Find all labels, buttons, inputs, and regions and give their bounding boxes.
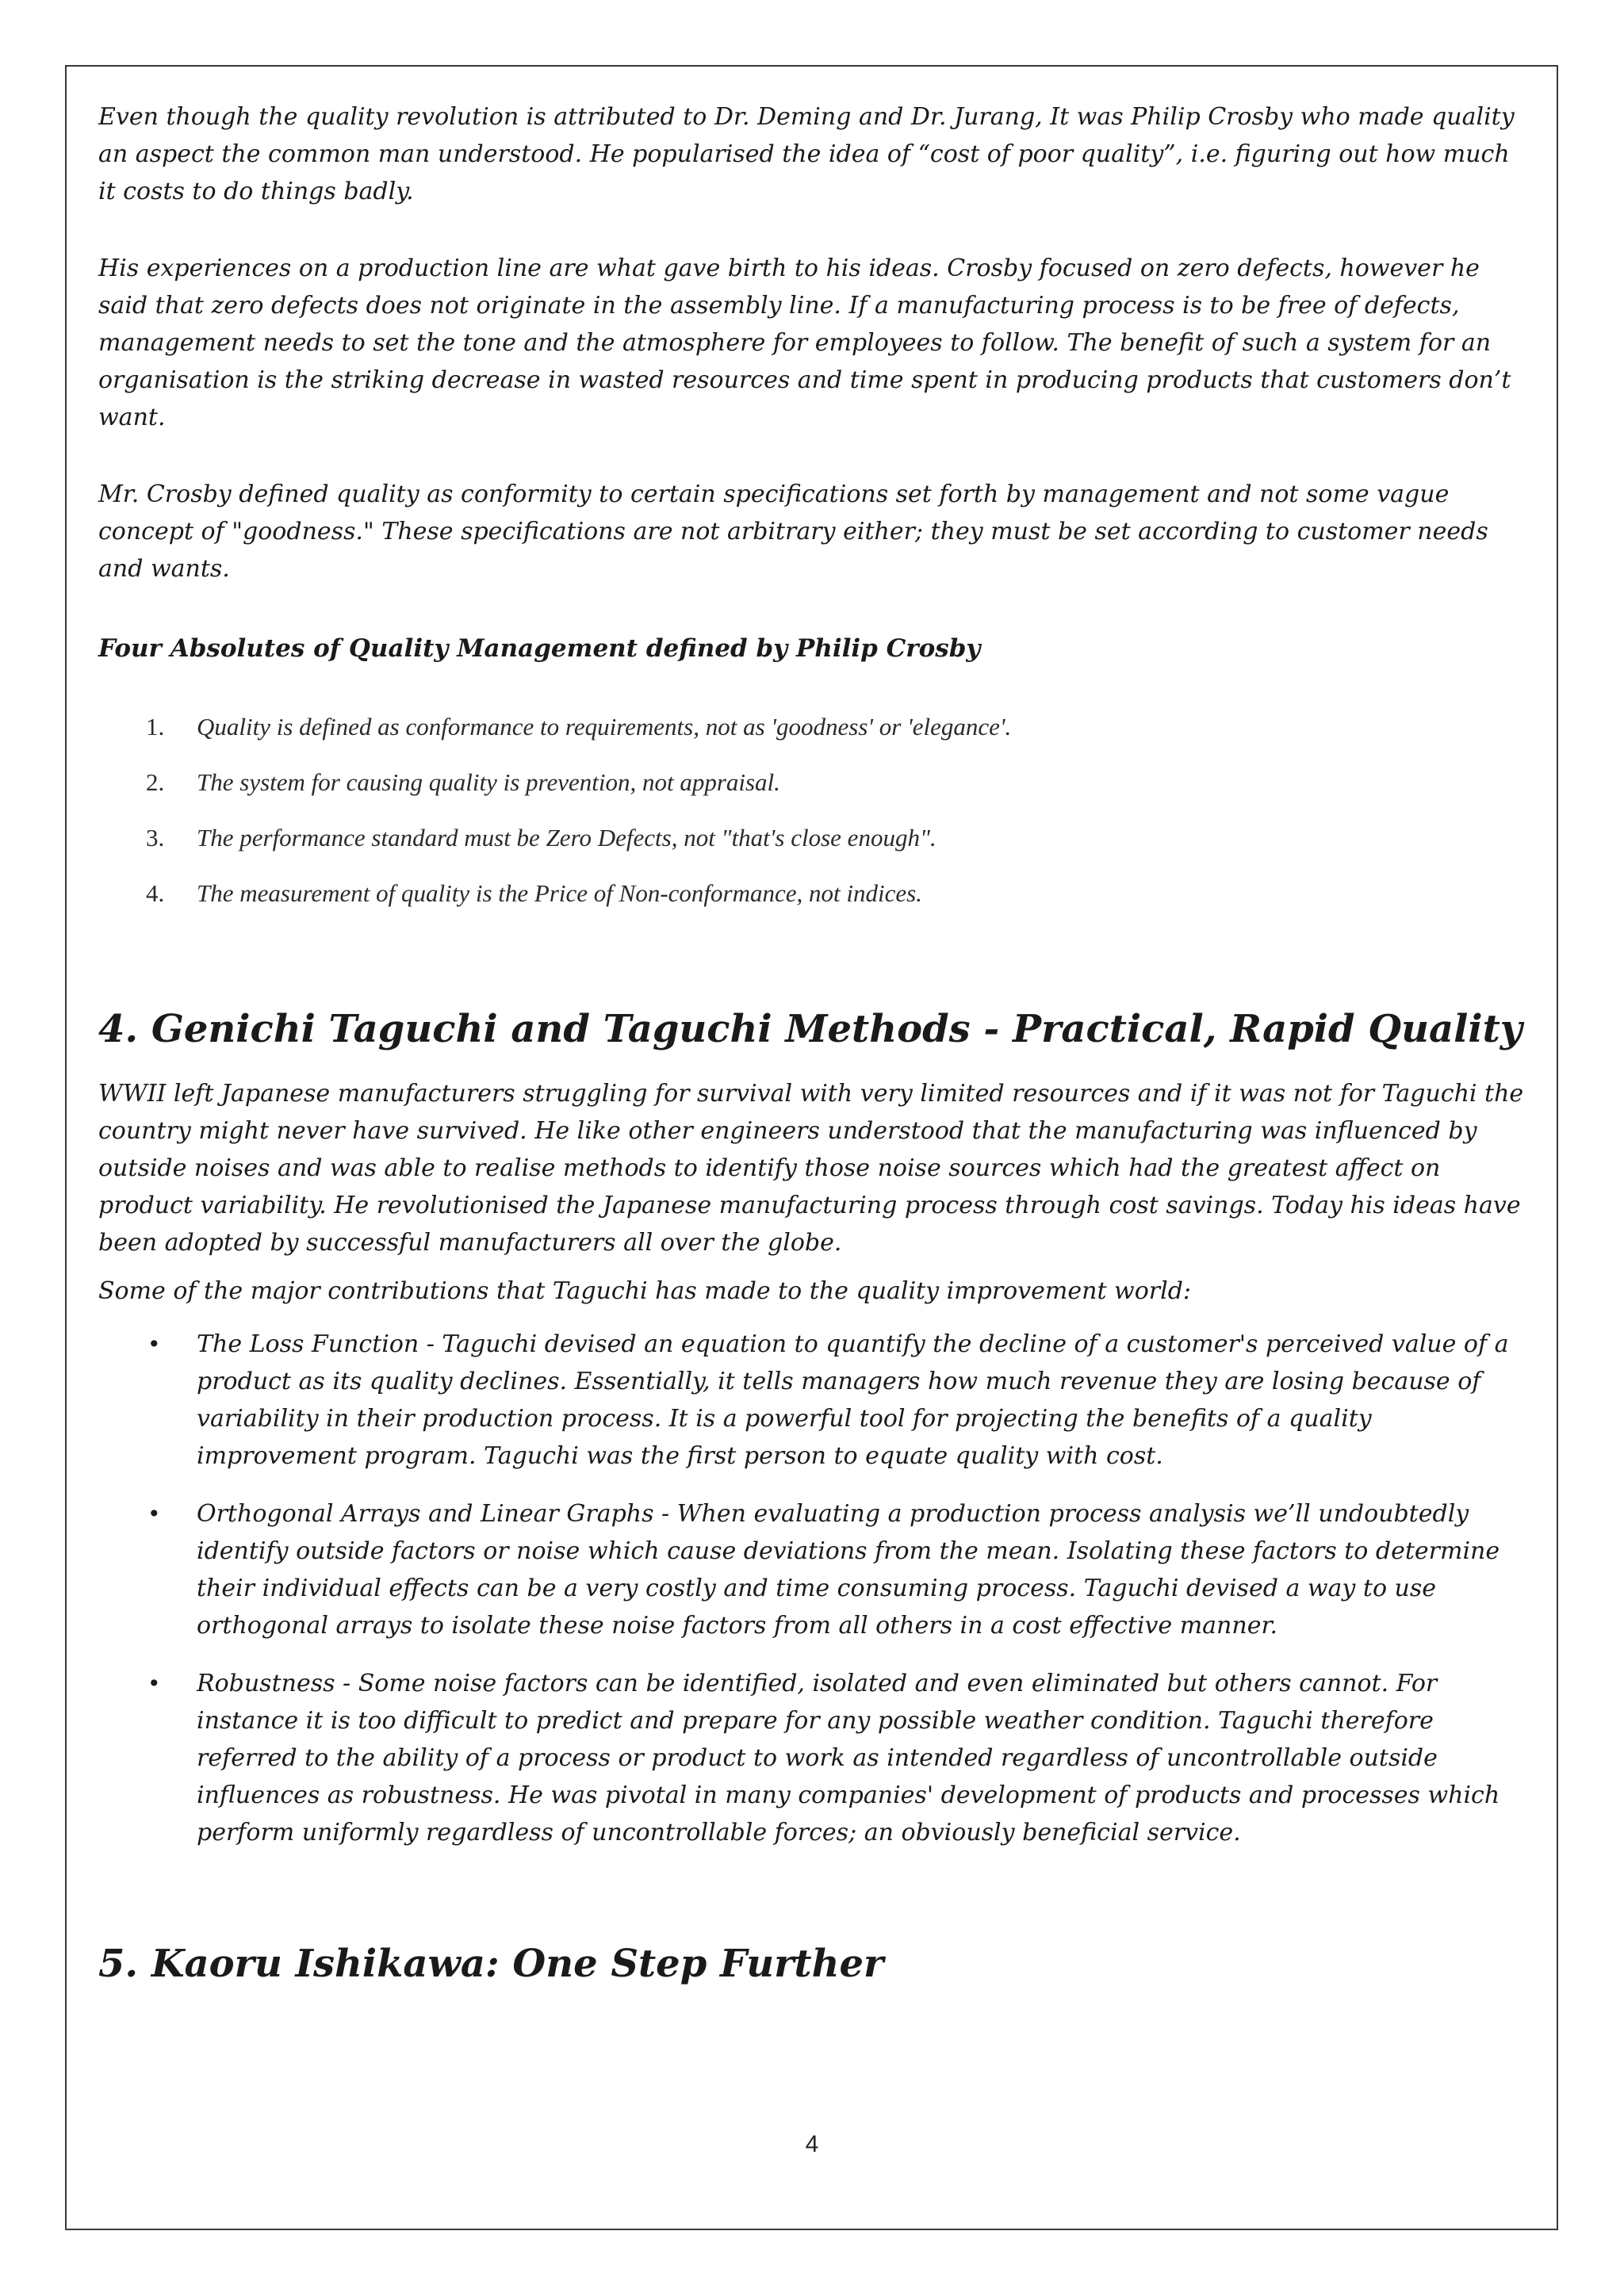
contribution-text: Orthogonal Arrays and Linear Graphs - When evaluating a production process analysis we’ll undoubtedly identify outside factors or noise which cause deviations from the mean. Isolating these factors to determine their individual effects can be a very costly and time consuming process. Taguchi devised a way to use orthogonal arrays to isolate these noise factors from all others in a cost effective manner. [197,1500,1500,1640]
list-number: 3. [146,824,165,851]
bullet-icon: • [147,1331,161,1357]
absolute-item [98,755,1526,810]
absolute-item [98,866,1526,921]
contribution-text: The Loss Function - Taguchi devised an equation to quantify the decline of a customer's perceived value of a product as its quality declines. Essentially, it tells managers how much revenue they are losing because of variability in their production process. It is a powerful tool for projecting the benefits of a quality improvement program. Taguchi was the first person to equate quality with cost. [197,1330,1509,1470]
contribution-text: Robustness - Some noise factors can be identified, isolated and even eliminated but others cannot. For instance it is too difficult to predict and prepare for any possible weather condition. Taguchi therefore referred to the ability of a process or product to work as intended regardless of uncontrollable outside influences as robustness. He was pivotal in many companies' development of products and processes which perform uniformly regardless of uncontrollable forces; an obviously beneficial service. [197,1670,1500,1846]
bullet-icon: • [147,1501,161,1527]
absolutes-list [98,699,1526,921]
contributions-list [98,1326,1526,1851]
list-number: 1. [146,713,165,740]
intro-paragraph-3: Mr. Crosby defined quality as conformity to certain specifications set forth by management and not some vague concept of "goodness." These specifications are not arbitrary either; they must be set according to customer needs and wants. [98,480,1488,583]
contribution-item [98,1326,1526,1475]
document-body [98,98,1526,1988]
list-number: 2. [146,768,165,796]
intro-paragraph-2: His experiences on a production line are what gave birth to his ideas. Crosby focused on zero defects, however he said that zero defects does not originate in the assembly line. If a manufacturing process is to be free of defects, management needs to set the tone and the atmosphere for employees to follow. The benefit of such a system for an organisation is the striking decrease in wasted resources and time spent in producing products that customers don’t want. [98,254,1511,431]
bullet-icon: • [147,1670,161,1697]
intro-paragraph-1: Even though the quality revolution is attributed to Dr. Deming and Dr. Jurang, It was Philip Crosby who made quality an aspect the common man understood. He popularised the idea of “cost of poor quality”, i.e. figuring out how much it costs to do things badly. [98,103,1515,205]
absolute-item [98,810,1526,866]
page-number: 4 [805,2131,819,2157]
absolute-text: The system for causing quality is prevention, not appraisal. [197,768,780,796]
section-heading-taguchi: 4. Genichi Taguchi and Taguchi Methods - Practical, Rapid Quality [98,1007,1522,1051]
taguchi-paragraph-2: Some of the major contributions that Taguchi has made to the quality improvement world: [98,1277,1192,1305]
absolute-text: Quality is defined as conformance to requirements, not as 'goodness' or 'elegance'. [197,713,1012,740]
taguchi-paragraph-1: WWII left Japanese manufacturers struggling for survival with very limited resources and if it was not for Taguchi the country might never have survived. He like other engineers understood that the manufacturing was influenced by outside noises and was able to realise methods to identify those noise sources which had the greatest affect on product variability. He revolutionised the Japanese manufacturing process through cost savings. Today his ideas have been adopted by successful manufacturers all over the globe. [98,1080,1524,1257]
contribution-item [98,1665,1526,1851]
list-number: 4. [146,879,165,907]
section-heading-ishikawa: 5. Kaoru Ishikawa: One Step Further [98,1942,884,1986]
absolute-text: The performance standard must be Zero Defects, not "that's close enough". [197,824,936,851]
contribution-item [98,1495,1526,1644]
absolute-text: The measurement of quality is the Price of Non-conformance, not indices. [197,879,922,907]
absolutes-heading: Four Absolutes of Quality Management defined by Philip Crosby [98,634,981,663]
absolute-item [98,699,1526,755]
